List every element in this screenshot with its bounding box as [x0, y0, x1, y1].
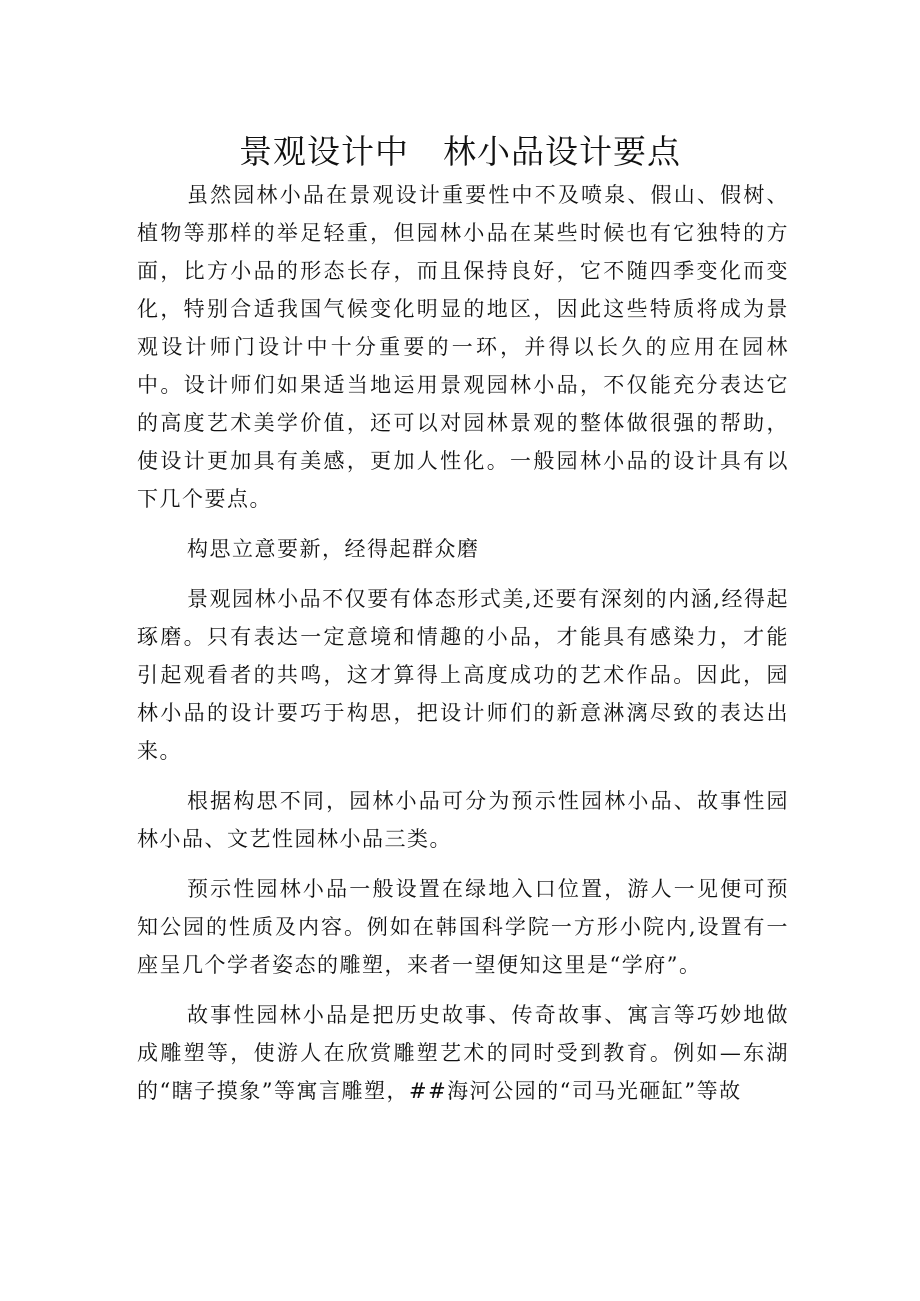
paragraph-indicative: 预示性园林小品一般设置在绿地入口位置，游人一见便可预知公园的性质及内容。例如在韩国科学院一方形小院内,设置有一座呈几个学者姿态的雕塑，来者一望便知这里是“学府”。: [137, 877, 789, 977]
paragraph-heading-concept: 构思立意要新，经得起群众磨: [187, 537, 480, 561]
paragraph-story: 故事性园林小品是把历史故事、传奇故事、寓言等巧妙地做成雕塑等，使游人在欣赏雕塑艺术的同时受到教育。例如—东湖的“瞎子摸象”等寓言雕塑，##海河公园的“司马光砸缸”等故: [137, 1003, 789, 1103]
document-title: 景观设计中 林小品设计要点: [239, 132, 681, 171]
paragraph-connotation: 景观园林小品不仅要有体态形式美,还要有深刻的内涵,经得起琢磨。只有表达一定意境和情趣的小品，才能具有感染力，才能引起观看者的共鸣，这才算得上高度成功的艺术作品。因此，园林小品的设计要巧于构思，把设计师们的新意淋漓尽致的表达出来。: [137, 587, 789, 763]
paragraph-intro: 虽然园林小品在景观设计重要性中不及喷泉、假山、假树、植物等那样的举足轻重，但园林小品在某些时候也有它独特的方面，比方小品的形态长存，而且保持良好，它不随四季变化而变化，特别合适我国气候变化明显的地区，因此这些特质将成为景观设计师门设计中十分重要的一环，并得以长久的应用在园林中。设计师们如果适当地运用景观园林小品，不仅能充分表达它的高度艺术美学价值，还可以对园林景观的整体做很强的帮助，使设计更加具有美感，更加人性化。一般园林小品的设计具有以下几个要点。: [137, 183, 789, 511]
paragraph-categories: 根据构思不同，园林小品可分为预示性园林小品、故事性园林小品、文艺性园林小品三类。: [137, 789, 789, 851]
document-body: [137, 176, 789, 1110]
